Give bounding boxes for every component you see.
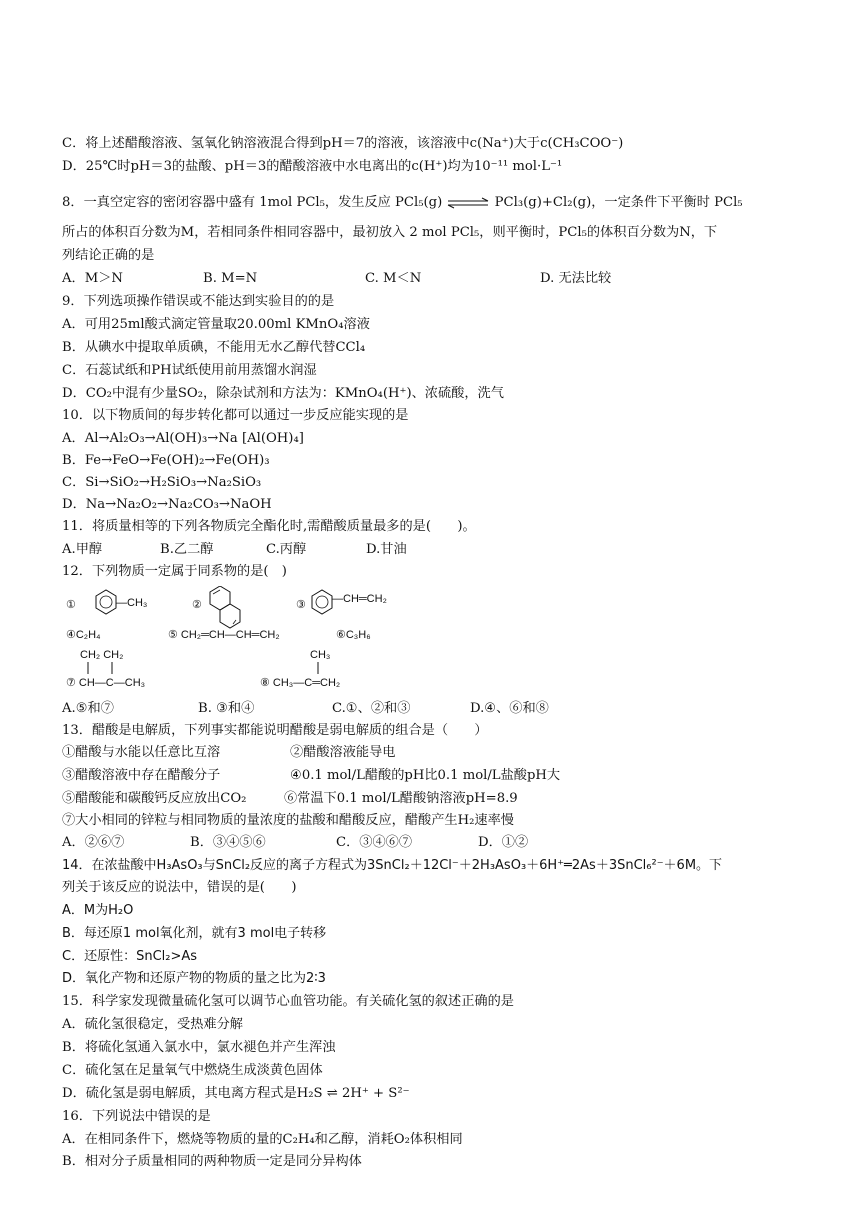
q8-stem-part2: PCl₃(g)+Cl₂(g)，一定条件下平衡时 PCl₅ bbox=[494, 195, 743, 210]
q8-option-d: D. 无法比较 bbox=[540, 271, 612, 286]
q11-option-d: D.甘油 bbox=[366, 542, 407, 557]
q9-stem: 9．下列选项操作错误或不能达到实验目的的是 bbox=[62, 294, 335, 309]
q16-option-a: A．在相同条件下，燃烧等物质的量的C₂H₄和乙醇，消耗O₂体积相同 bbox=[62, 1132, 463, 1147]
q7-option-d: D．25℃时pH＝3的盐酸、pH＝3的醋酸溶液中水电离出的c(H⁺)均为10⁻¹¹ mol·L⁻¹ bbox=[62, 159, 563, 174]
q12-structure-4: ④C₂H₄ bbox=[66, 629, 101, 641]
q12-structure-1-substituent: —CH₃ bbox=[116, 597, 148, 609]
q9-option-d: D．CO₂中混有少量SO₂，除杂试剂和方法为：KMnO₄(H⁺)、浓硫酸，洗气 bbox=[62, 386, 504, 401]
q14-option-b: B．每还原1 mol氧化剂，就有3 mol电子转移 bbox=[62, 926, 327, 941]
q15-option-c: C．硫化氢在足量氧气中燃烧生成淡黄色固体 bbox=[62, 1063, 323, 1078]
q14-stem-line1: 14．在浓盐酸中H₃AsO₃与SnCl₂反应的离子方程式为3SnCl₂＋12Cl⁻＋2H₃AsO₃＋6H⁺═2As＋3SnCl₆²⁻＋6M。下 bbox=[62, 858, 723, 873]
q14-option-a: A．M为H₂O bbox=[62, 903, 134, 918]
q12-structure-3-substituent: —CH═CH₂ bbox=[332, 593, 387, 605]
q8-stem-line1 bbox=[62, 194, 743, 212]
q14-stem-line2: 列关于该反应的说法中，错误的是( ) bbox=[62, 880, 297, 895]
q15-stem: 15．科学家发现微量硫化氢可以调节心血管功能。有关硫化氢的叙述正确的是 bbox=[62, 994, 514, 1009]
q13-item-7: ⑦大小相同的锌粒与相同物质的量浓度的盐酸和醋酸反应，醋酸产生H₂速率慢 bbox=[62, 813, 514, 828]
q10-option-b: B．Fe→FeO→Fe(OH)₂→Fe(OH)₃ bbox=[62, 453, 270, 468]
q12-stem: 12．下列物质一定属于同系物的是( ) bbox=[62, 564, 287, 579]
q12-structure-7: ⑦ CH—C—CH₃ bbox=[66, 677, 146, 689]
benzene-ring-icon bbox=[312, 590, 332, 614]
naphthalene-icon bbox=[210, 586, 240, 628]
q8-option-b: B. M=N bbox=[203, 271, 258, 286]
q11-option-c: C.丙醇 bbox=[266, 542, 307, 557]
q13-item-1: ①醋酸与水能以任意比互溶 bbox=[62, 745, 221, 760]
q12-structure-3-label: ③ bbox=[296, 599, 306, 611]
q13-item-3: ③醋酸溶液中存在醋酸分子 bbox=[62, 768, 221, 783]
q15-option-b: B．将硫化氢通入氯水中，氯水褪色并产生浑浊 bbox=[62, 1040, 336, 1055]
q7-option-c: C．将上述醋酸溶液、氢氧化钠溶液混合得到pH＝7的溶液，该溶液中c(Na⁺)大于c(CH₃COO⁻) bbox=[62, 136, 624, 151]
q12-structure-2-label: ② bbox=[192, 599, 202, 611]
q13-option-b: B．③④⑤⑥ bbox=[190, 835, 266, 850]
q13-option-c: C．③④⑥⑦ bbox=[336, 835, 413, 850]
q13-item-2: ②醋酸溶液能导电 bbox=[290, 745, 396, 760]
q12-structure-8: ⑧ CH₃—C═CH₂ bbox=[260, 677, 341, 689]
q10-option-a: A．Al→Al₂O₃→Al(OH)₃→Na [Al(OH)₄] bbox=[62, 431, 304, 446]
q11-option-b: B.乙二醇 bbox=[160, 542, 214, 557]
q11-option-a: A.甲醇 bbox=[62, 542, 103, 557]
q12-structure-6: ⑥C₃H₆ bbox=[336, 629, 371, 641]
q8-stem-part1: 8．一真空定容的密闭容器中盛有 1mol PCl₅，发生反应 PCl₅(g) bbox=[62, 195, 443, 210]
q12-option-a: A.⑤和⑦ bbox=[62, 701, 114, 716]
q10-option-c: C．Si→SiO₂→H₂SiO₃→Na₂SiO₃ bbox=[62, 475, 262, 490]
q13-item-5: ⑤醋酸能和碳酸钙反应放出CO₂ bbox=[62, 791, 247, 806]
q12-structure-5: ⑤ CH₂═CH—CH═CH₂ bbox=[168, 629, 280, 641]
q12-option-c: C.①、②和③ bbox=[332, 701, 411, 716]
q12-structures bbox=[60, 586, 400, 696]
q12-structure-1-label: ① bbox=[66, 599, 76, 611]
q14-option-c: C．还原性：SnCl₂>As bbox=[62, 949, 198, 964]
q13-option-a: A．②⑥⑦ bbox=[62, 835, 125, 850]
q8-option-c: C. M＜N bbox=[365, 271, 422, 286]
q12-structure-8-top: CH₃ bbox=[310, 649, 331, 661]
q14-option-d: D．氧化产物和还原产物的物质的量之比为2∶3 bbox=[62, 971, 326, 986]
q9-option-a: A．可用25ml酸式滴定管量取20.00ml KMnO₄溶液 bbox=[62, 317, 370, 332]
q10-option-d: D．Na→Na₂O₂→Na₂CO₃→NaOH bbox=[62, 497, 272, 512]
q13-stem: 13．醋酸是电解质，下列事实都能说明醋酸是弱电解质的组合是（ ） bbox=[62, 723, 488, 738]
q10-stem: 10．以下物质间的每步转化都可以通过一步反应能实现的是 bbox=[62, 408, 409, 423]
q8-stem-line3: 列结论正确的是 bbox=[62, 248, 155, 263]
q15-option-a: A．硫化氢很稳定，受热难分解 bbox=[62, 1017, 243, 1032]
q12-structure-7-top: CH₂ CH₂ bbox=[80, 649, 124, 661]
q16-stem: 16．下列说法中错误的是 bbox=[62, 1109, 211, 1124]
q8-option-a: A．M＞N bbox=[62, 271, 123, 286]
q11-stem: 11．将质量相等的下列各物质完全酯化时,需醋酸质量最多的是( )。 bbox=[62, 519, 476, 534]
q9-option-b: B．从碘水中提取单质碘，不能用无水乙醇代替CCl₄ bbox=[62, 340, 366, 355]
q12-option-b: B. ③和④ bbox=[198, 701, 255, 716]
q8-stem-line2: 所占的体积百分数为M，若相同条件相同容器中，最初放入 2 mol PCl₅，则平衡时，PCl₅的体积百分数为N，下 bbox=[62, 225, 718, 240]
q15-option-d: D．硫化氢是弱电解质，其电离方程式是H₂S ⇌ 2H⁺ + S²⁻ bbox=[62, 1086, 410, 1101]
equilibrium-arrow-icon bbox=[446, 197, 490, 209]
q13-item-4: ④0.1 mol/L醋酸的pH比0.1 mol/L盐酸pH大 bbox=[290, 768, 561, 783]
q13-option-d: D．①② bbox=[478, 835, 529, 850]
q16-option-b: B．相对分子质量相同的两种物质一定是同分异构体 bbox=[62, 1154, 362, 1169]
q13-item-6: ⑥常温下0.1 mol/L醋酸钠溶液pH=8.9 bbox=[284, 791, 518, 806]
q12-option-d: D.④、⑥和⑧ bbox=[470, 701, 549, 716]
benzene-ring-icon bbox=[96, 590, 116, 614]
q9-option-c: C．石蕊试纸和PH试纸使用前用蒸馏水润湿 bbox=[62, 363, 317, 378]
